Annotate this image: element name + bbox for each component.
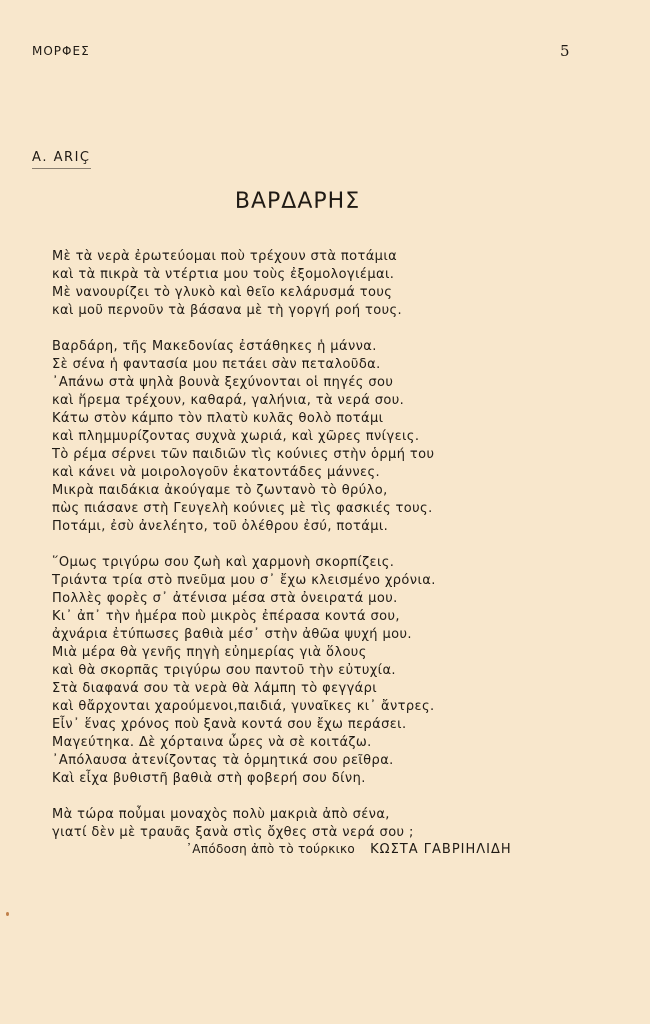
author-name: Α. ΑRIÇ: [32, 150, 91, 169]
poem-line: καὶ θἄρχονται χαρούμενοι,παιδιά, γυναῖκες κι᾿ ἄντρες.: [52, 699, 435, 714]
poem-line: καὶ ἥρεμα τρέχουν, καθαρά, γαλήνια, τὰ νερά σου.: [52, 393, 405, 408]
poem-line: Κι᾿ ἀπ᾿ τὴν ἡμέρα ποὺ μικρὸς ἐπέρασα κοντά σου,: [52, 609, 400, 624]
poem-line: καὶ τὰ πικρὰ τὰ ντέρτια μου τοὺς ἐξομολογιέμαι.: [52, 267, 395, 282]
stanza: [52, 806, 592, 842]
poem-line: ᾿Απάνω στὰ ψηλὰ βουνὰ ξεχύνονται οἱ πηγές σου: [52, 375, 394, 390]
poem-line: Μὲ τὰ νερὰ ἐρωτεύομαι ποὺ τρέχουν στὰ ποτάμια: [52, 249, 398, 264]
poem-line: Μικρὰ παιδάκια ἀκούγαμε τὸ ζωντανὸ τὸ θρύλο,: [52, 483, 388, 498]
running-head: ΜΟΡΦΕΣ: [32, 44, 90, 58]
poem-line: Εἶν᾿ ἕνας χρόνος ποὺ ξανὰ κοντά σου ἔχω περάσει.: [52, 717, 407, 732]
poem-line: καὶ πλημμυρίζοντας συχνὰ χωριά, καὶ χῶρες πνίγεις.: [52, 429, 420, 444]
poem-line: ἀχνάρια ἐτύπωσες βαθιὰ μέσ᾿ στὴν ἀθῶα ψυχή μου.: [52, 627, 412, 642]
poem-body: [52, 248, 592, 860]
translation-note: ᾿Απόδοση ἀπὸ τὸ τούρκικο: [186, 842, 356, 856]
poem-line: Ποτάμι, ἐσὺ ἀνελέητο, τοῦ ὀλέθρου ἐσύ, ποτάμι.: [52, 519, 389, 534]
poem-line: Μαγεύτηκα. Δὲ χόρταινα ὧρες νὰ σὲ κοιτάζω.: [52, 735, 372, 750]
poem-line: Στὰ διαφανά σου τὰ νερὰ θὰ λάμπη τὸ φεγγάρι: [52, 681, 378, 696]
poem-line: ᾿Απόλαυσα ἀτενίζοντας τὰ ὁρμητικά σου ρεῖθρα.: [52, 753, 394, 768]
poem-line: καὶ κάνει νὰ μοιρολογοῦν ἑκατοντάδες μάννες.: [52, 465, 381, 480]
poem-line: Μὲ νανουρίζει τὸ γλυκὸ καὶ θεῖο κελάρυσμά τους: [52, 285, 393, 300]
poem-line: Μὰ τώρα ποὖμαι μοναχὸς πολὺ μακριὰ ἀπὸ σένα,: [52, 807, 390, 822]
translator-credit: [186, 838, 512, 857]
poem-line: Τριάντα τρία στὸ πνεῦμα μου σ᾿ ἔχω κλεισμένο χρόνια.: [52, 573, 436, 588]
poem-line: γιατί δὲν μὲ τραυᾶς ξανὰ στὶς ὄχθες στὰ νερά σου ;: [52, 825, 414, 840]
poem-line: Βαρδάρη, τῆς Μακεδονίας ἐστάθηκες ἡ μάννα.: [52, 339, 377, 354]
poem-line: Μιὰ μέρα θὰ γενῆς πηγὴ εὐημερίας γιὰ ὅλους: [52, 645, 367, 660]
stanza: [52, 554, 592, 788]
translator-name: ΚΩΣΤΑ ΓΑΒΡΙΗΛΙΔΗ: [370, 842, 512, 857]
poem-line: Σὲ σένα ἡ φαντασία μου πετάει σὰν πεταλοῦδα.: [52, 357, 381, 372]
poem-line: Τὸ ρέμα σέρνει τῶν παιδιῶν τὶς κούνιες στὴν ὁρμή του: [52, 447, 435, 462]
poem-line: καὶ μοῦ περνοῦν τὰ βάσανα μὲ τὴ γοργή ροή τους.: [52, 303, 403, 318]
paper-speck: [6, 912, 9, 916]
poem-line: καὶ θὰ σκορπᾶς τριγύρω σου παντοῦ τὴν εὐτυχία.: [52, 663, 396, 678]
page-number: 5: [560, 42, 570, 60]
stanza: [52, 338, 592, 536]
poem-line: πὼς πιάσανε στὴ Γευγελὴ κούνιες μὲ τὶς φασκιές τους.: [52, 501, 433, 516]
poem-line: Κάτω στὸν κάμπο τὸν πλατὺ κυλᾶς θολὸ ποτάμι: [52, 411, 384, 426]
poem-line: Πολλὲς φορὲς σ᾿ ἀτένισα μέσα στὰ ὀνειρατά μου.: [52, 591, 398, 606]
poem-title: ΒΑΡΔΑΡΗΣ: [234, 189, 361, 214]
poem-line: ῞Ομως τριγύρω σου ζωὴ καὶ χαρμονὴ σκορπίζεις.: [52, 555, 395, 570]
stanza: [52, 248, 592, 320]
poem-line: Καὶ εἶχα βυθιστῆ βαθιὰ στὴ φοβερή σου δίνη.: [52, 771, 366, 786]
